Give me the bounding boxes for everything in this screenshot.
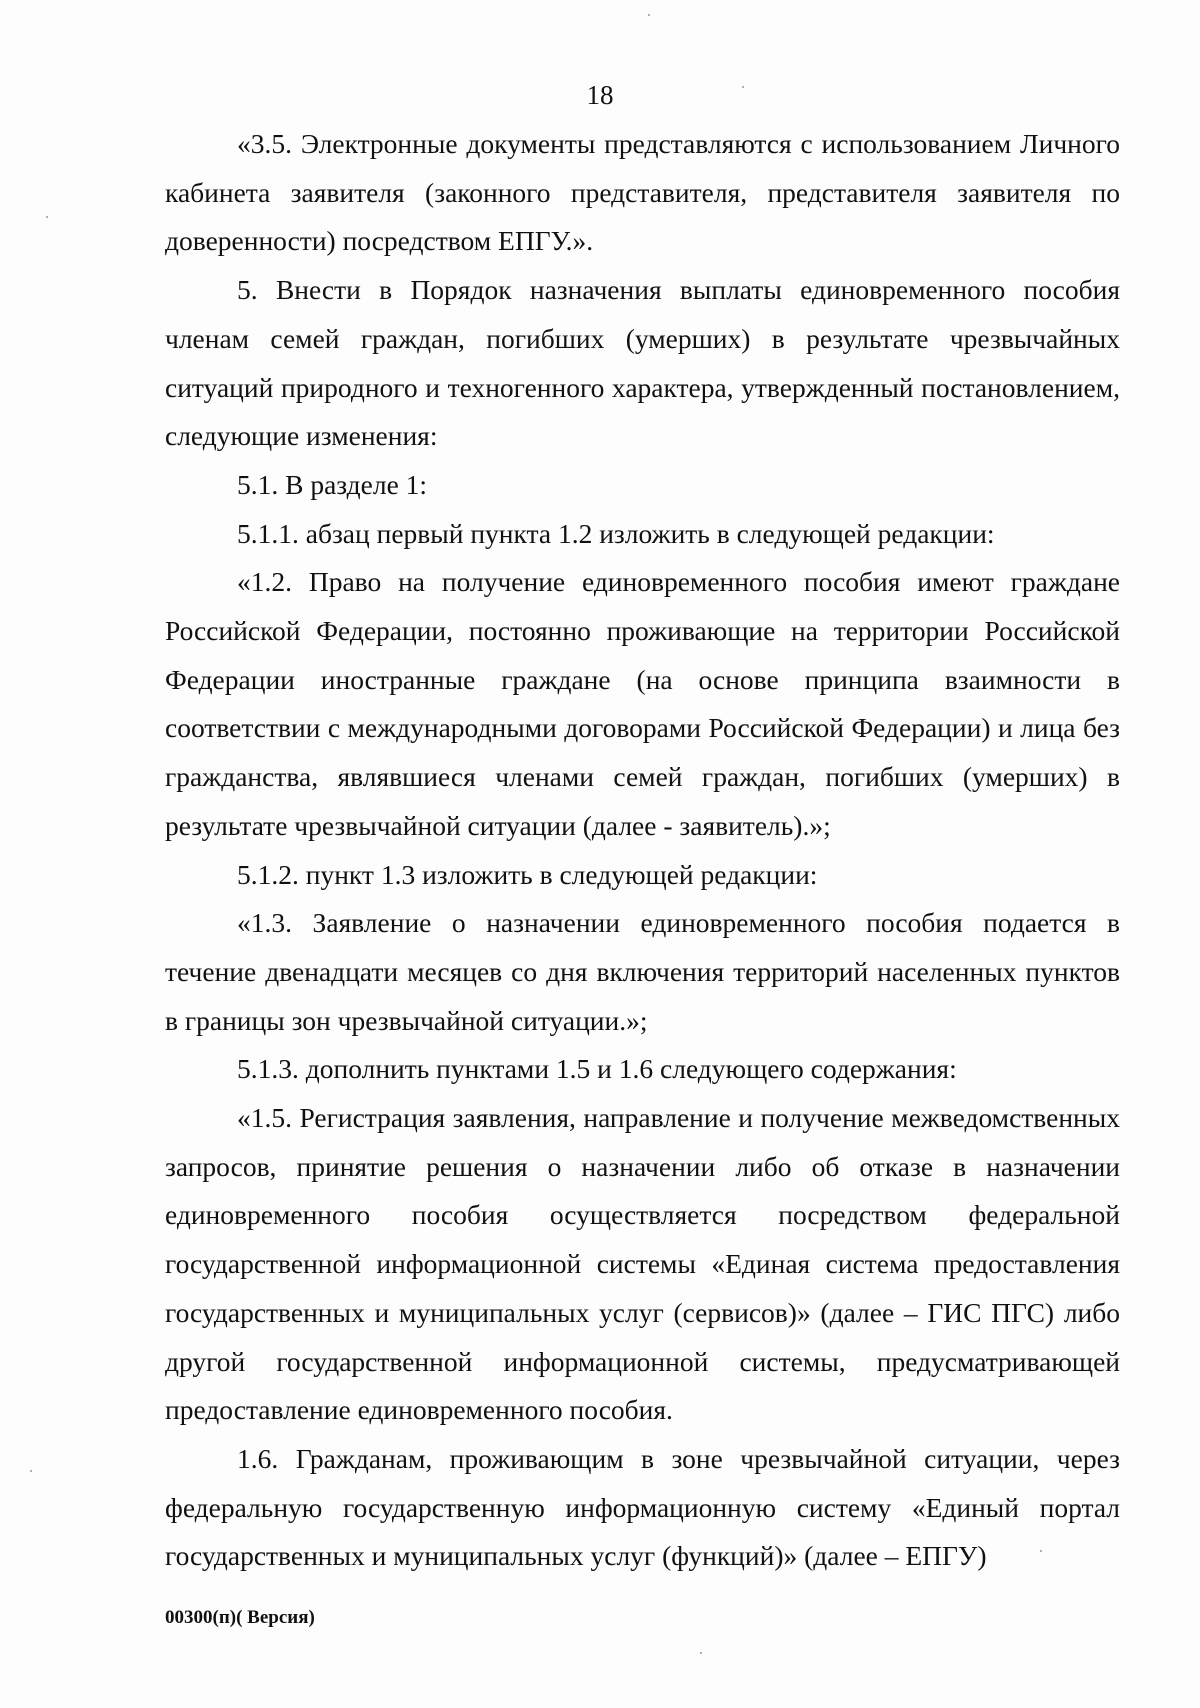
paragraph-5-1: 5.1. В разделе 1: bbox=[237, 468, 428, 500]
scan-speck bbox=[742, 86, 744, 88]
footer-version: 00300(п)( Версия) bbox=[165, 1607, 315, 1628]
paragraph-5-1-3: 5.1.3. дополнить пунктами 1.5 и 1.6 следующего содержания: bbox=[237, 1053, 957, 1085]
paragraph-5-1-1: 5.1.1. абзац первый пункта 1.2 изложить в следующей редакции: bbox=[237, 517, 995, 549]
paragraph-1-6: 1.6. Гражданам, проживающим в зоне чрезвычайной ситуации, через федеральную государственную информационную систему «Единый портал государственных и муниципальных услуг (функций)» (далее – ЕПГУ) bbox=[165, 1442, 1120, 1572]
paragraph-3-5: «3.5. Электронные документы представляются с использованием Личного кабинета заявителя (законного представителя, представителя заявителя по доверенности) посредством ЕПГУ.». bbox=[165, 128, 1120, 257]
paragraph-1-5: «1.5. Регистрация заявления, направление и получение межведомственных запросов, принятие решения о назначении либо об отказе в назначении единовременного пособия осуществляется посредством федеральной государственной информационной системы «Единая система предоставления государственных и муниципальных услуг (сервисов)» (далее – ГИС ПГС) либо другой государственной информационной системы, предусматривающей предоставление единовременного пособия. bbox=[165, 1102, 1120, 1426]
paragraph-1-3: «1.3. Заявление о назначении единовременного пособия подается в течение двенадцати месяцев со дня включения территорий населенных пунктов в границы зон чрезвычайной ситуации.»; bbox=[165, 907, 1120, 1036]
paragraph-5: 5. Внести в Порядок назначения выплаты единовременного пособия членам семей граждан, погибших (умерших) в результате чрезвычайных ситуаций природного и техногенного характера, утвержденный постановлением, следующие изменения: bbox=[165, 274, 1120, 452]
scan-speck bbox=[46, 216, 48, 218]
scan-speck bbox=[700, 1652, 702, 1654]
scan-speck bbox=[648, 14, 650, 16]
document-body bbox=[165, 120, 1120, 1581]
paragraph-1-2: «1.2. Право на получение единовременного пособия имеют граждане Российской Федерации, постоянно проживающие на территории Российской Федерации иностранные граждане (на основе принципа взаимности в соответствии с международными договорами Российской Федерации) и лица без гражданства, являвшиеся членами семей граждан, погибших (умерших) в результате чрезвычайной ситуации (далее - заявитель).»; bbox=[165, 566, 1120, 841]
scan-speck bbox=[30, 1470, 32, 1472]
paragraph-5-1-2: 5.1.2. пункт 1.3 изложить в следующей редакции: bbox=[237, 858, 818, 890]
page-number: 18 bbox=[586, 80, 614, 110]
scan-speck bbox=[1040, 1550, 1042, 1552]
